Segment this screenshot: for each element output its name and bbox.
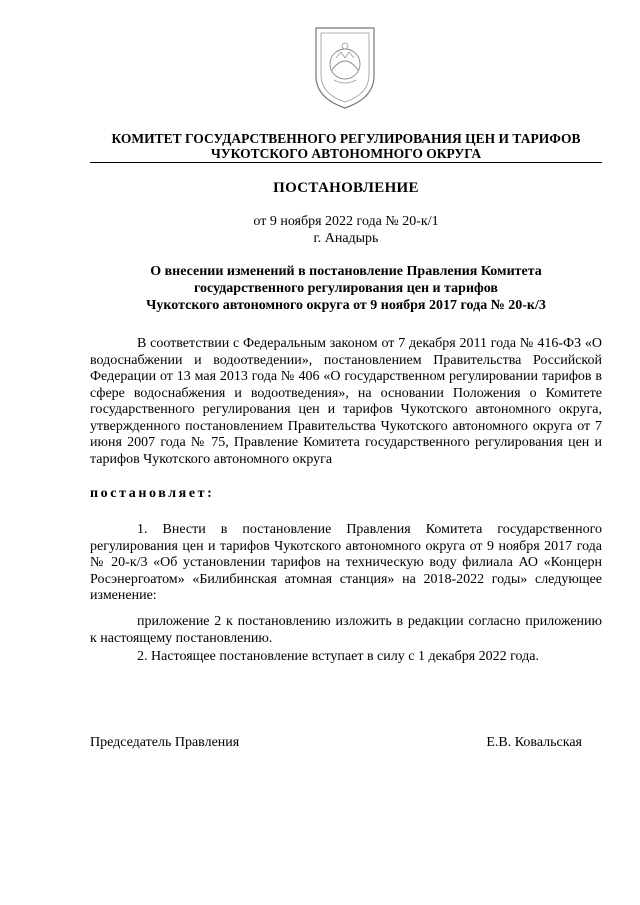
signatory-position: Председатель Правления (90, 735, 240, 750)
item-2-paragraph: 2. Настоящее постановление вступает в силу с 1 декабря 2022 года. (137, 649, 539, 664)
document-type: ПОСТАНОВЛЕНИЕ (273, 180, 419, 196)
document-meta (90, 213, 602, 247)
organization-line-2: ЧУКОТСКОГО АВТОНОМНОГО ОКРУГА (210, 146, 482, 161)
coat-of-arms-icon (310, 22, 380, 112)
document-city: г. Анадырь (313, 231, 379, 246)
organization-line-1: КОМИТЕТ ГОСУДАРСТВЕННОГО РЕГУЛИРОВАНИЯ ЦЕН И ТАРИФОВ (111, 131, 581, 146)
preamble-paragraph: В соответствии с Федеральным законом от 7 декабря 2011 года № 416-ФЗ «О водоснабжении и водоотведении», постановлением Правительства Российской Федерации от 13 мая 2013 года № 406 «О государственном регулировании тарифов в сфере водоснабжения и водоотведения», на основании Положения о Комитете государственного регулирования цен и тарифов Чукотского автономного округа, утвержденного постановлением Правительства Чукотского автономного округа от 7 июня 2007 года № 75, Правление Комитета государственного регулирования цен и тарифов Чукотского автономного округа (90, 336, 602, 467)
signatory-name: Е.В. Ковальская (486, 735, 582, 750)
organization-name (90, 131, 602, 161)
item-1-sub-paragraph: приложение 2 к постановлению изложить в редакции согласно приложению к настоящему постановлению. (90, 614, 602, 646)
subject-line-1: О внесении изменений в постановление Правления Комитета (150, 264, 542, 279)
item-1-paragraph: 1. Внести в постановление Правления Комитета государственного регулирования цен и тарифов Чукотского автономного округа от 9 ноября 2017 года № 20-к/3 «Об установлении тарифов на техническую воду филиала АО «Концерн Росэнергоатом» «Билибинская атомная станция» на 2018-2022 годы» следующее изменение: (90, 522, 602, 603)
subject-line-3: Чукотского автономного округа от 9 ноября 2017 года № 20-к/3 (146, 298, 546, 313)
subject-line-2: государственного регулирования цен и тарифов (194, 281, 498, 296)
decree-word: постановляет: (90, 486, 215, 501)
document-date-number: от 9 ноября 2022 года № 20-к/1 (253, 214, 439, 229)
document-subject (90, 263, 602, 314)
header-divider (90, 162, 602, 163)
